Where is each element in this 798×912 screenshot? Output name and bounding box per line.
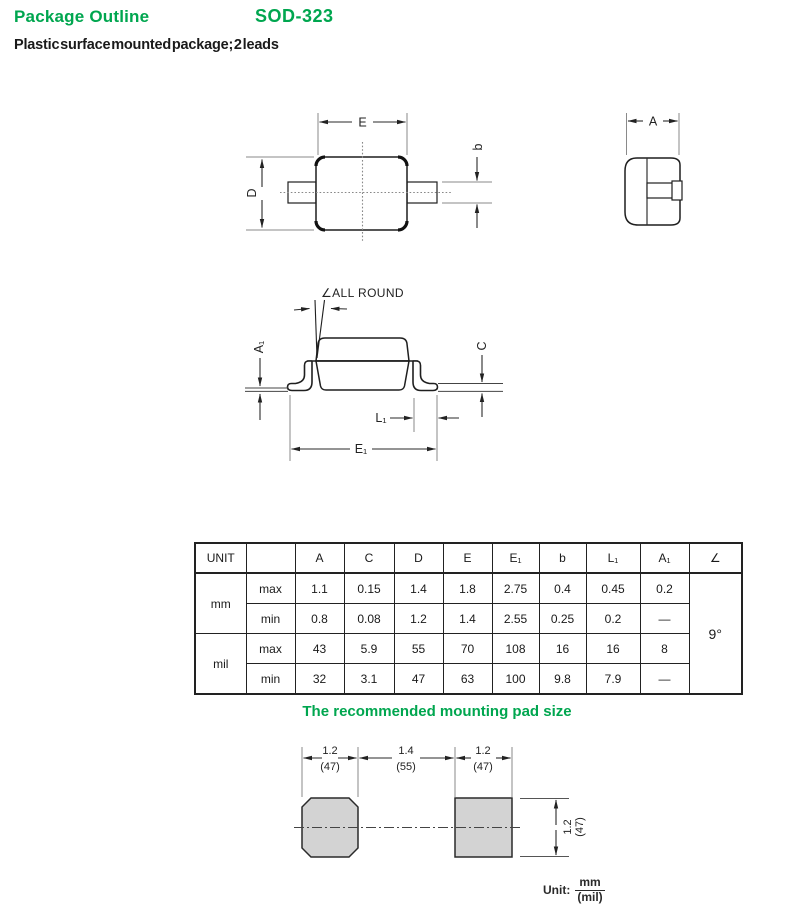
unit-mil-cell: mil: [195, 634, 246, 695]
gullwing-lead-right: [413, 361, 438, 391]
page-subtitle: Plastic surface mounted package; 2 leads: [14, 37, 279, 53]
table-cell: 1.2: [394, 604, 443, 634]
table-header-cell: A: [295, 543, 344, 573]
table-header-cell: b: [539, 543, 586, 573]
table-cell: 0.25: [539, 604, 586, 634]
table-cell: 2.75: [492, 573, 539, 604]
table-cell: 0.4: [539, 573, 586, 604]
dim-label-L1: L₁: [375, 411, 387, 425]
limit-cell: min: [246, 664, 295, 695]
limit-cell: max: [246, 573, 295, 604]
table-cell: 0.8: [295, 604, 344, 634]
dimension-table: [194, 542, 743, 695]
unit-denominator: (mil): [577, 889, 603, 904]
page-title: Package Outline: [14, 7, 150, 26]
limit-cell: min: [246, 604, 295, 634]
table-cell: 63: [443, 664, 492, 695]
table-cell: 55: [394, 634, 443, 664]
table-cell: —: [640, 664, 689, 695]
table-cell: 0.2: [586, 604, 640, 634]
angle-value-cell: 9°: [689, 573, 742, 694]
table-cell: 1.4: [394, 573, 443, 604]
side-view-drawing: [610, 105, 730, 245]
table-cell: 9.8: [539, 664, 586, 695]
dim-label-A: A: [648, 114, 658, 129]
table-cell: 1.1: [295, 573, 344, 604]
table-cell: 1.8: [443, 573, 492, 604]
package-name: SOD-323: [255, 6, 334, 26]
dim-label-D: D: [245, 188, 259, 198]
table-cell: 7.9: [586, 664, 640, 695]
table-row: [195, 604, 742, 634]
all-round-note: ∠ALL ROUND: [321, 286, 404, 300]
package-body-top-view: [316, 157, 407, 230]
unit-fraction: [575, 876, 604, 905]
table-header-cell: L₁: [586, 543, 640, 573]
table-cell: 2.55: [492, 604, 539, 634]
unit-mm-cell: mm: [195, 573, 246, 634]
table-cell: 100: [492, 664, 539, 695]
unit-note: [543, 876, 605, 905]
table-cell: 16: [539, 634, 586, 664]
unit-numerator: mm: [579, 875, 601, 889]
dim-label-E: E: [358, 115, 367, 130]
pad-dim-height-mil: (47): [574, 817, 586, 837]
pad-dim-left-mil: (47): [320, 761, 340, 773]
table-header-cell: D: [394, 543, 443, 573]
table-cell: 108: [492, 634, 539, 664]
dim-label-C: C: [475, 341, 489, 351]
pad-section-title: The recommended mounting pad size: [302, 703, 572, 720]
table-row: [195, 664, 742, 695]
dim-label-A1: A₁: [252, 340, 266, 354]
table-cell: 43: [295, 634, 344, 664]
front-view-drawing: [230, 280, 515, 470]
unit-label: Unit:: [543, 883, 571, 898]
table-cell: 16: [586, 634, 640, 664]
pad-dim-mid: 1.4: [398, 745, 414, 757]
table-cell: 0.15: [344, 573, 394, 604]
pad-dim-left: 1.2: [322, 745, 338, 757]
table-header-cell: ∠: [689, 543, 742, 573]
table-cell: 70: [443, 634, 492, 664]
table-cell: 0.08: [344, 604, 394, 634]
table-cell: 8: [640, 634, 689, 664]
table-cell: 32: [295, 664, 344, 695]
table-row: [195, 573, 742, 604]
table-cell: 0.45: [586, 573, 640, 604]
lead-side-view: [647, 183, 674, 198]
pad-dim-right: 1.2: [475, 745, 491, 757]
lead-end-cap: [672, 181, 682, 200]
mounting-pad-drawing: [280, 735, 610, 880]
table-cell: 1.4: [443, 604, 492, 634]
table-header-cell: A₁: [640, 543, 689, 573]
table-header-cell: [246, 543, 295, 573]
dim-label-E1: E₁: [354, 442, 368, 456]
table-cell: 0.2: [640, 573, 689, 604]
body-lower: [316, 361, 409, 390]
table-cell: 47: [394, 664, 443, 695]
body-upper: [316, 338, 409, 361]
pad-dim-mid-mil: (55): [396, 761, 416, 773]
table-header-cell: E₁: [492, 543, 539, 573]
table-cell: 3.1: [344, 664, 394, 695]
limit-cell: max: [246, 634, 295, 664]
pad-dim-right-mil: (47): [473, 761, 493, 773]
table-cell: —: [640, 604, 689, 634]
table-header-row: [195, 543, 742, 573]
table-header-cell: UNIT: [195, 543, 246, 573]
top-view-drawing: [240, 105, 500, 245]
table-header-cell: C: [344, 543, 394, 573]
table-header-cell: E: [443, 543, 492, 573]
table-row: [195, 634, 742, 664]
dim-label-b: b: [471, 143, 485, 151]
table-cell: 5.9: [344, 634, 394, 664]
gullwing-lead-left: [288, 361, 313, 391]
pad-dim-height: 1.2: [562, 819, 574, 835]
